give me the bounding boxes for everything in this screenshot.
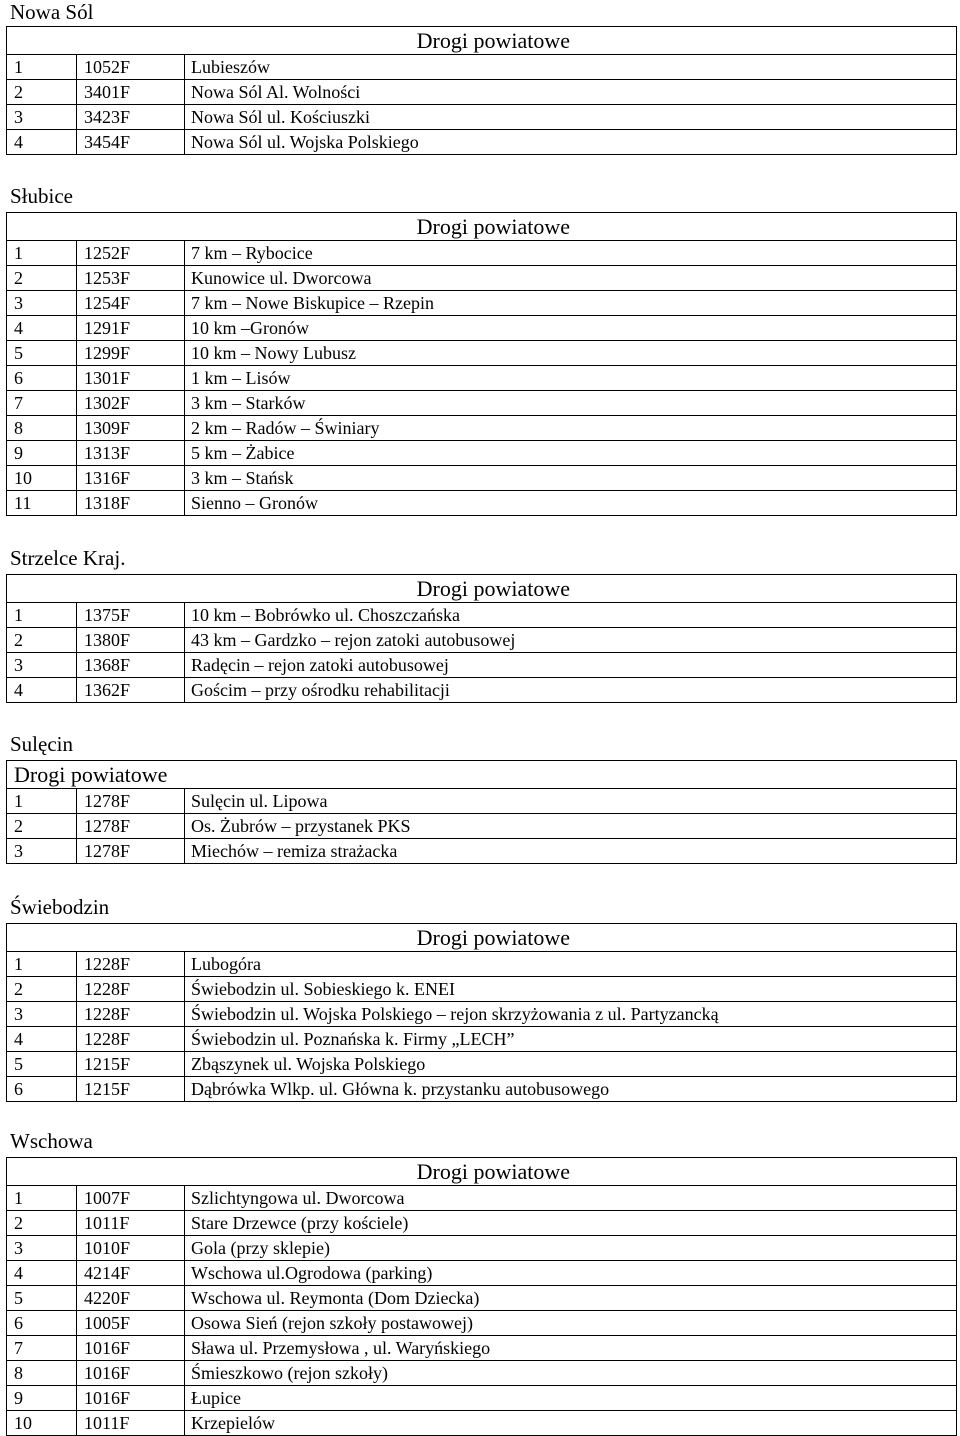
location: Gościm – przy ośrodku rehabilitacji: [185, 678, 957, 703]
roads-table: [6, 26, 957, 155]
row-number: 1: [7, 952, 77, 977]
location: Zbąszynek ul. Wojska Polskiego: [185, 1052, 957, 1077]
table-row: [7, 1286, 957, 1311]
row-number: 3: [7, 653, 77, 678]
section-title: Sulęcin: [10, 732, 73, 756]
table-header: Drogi powiatowe: [7, 761, 957, 789]
row-number: 5: [7, 341, 77, 366]
table-row: [7, 789, 957, 814]
table-row: [7, 316, 957, 341]
row-number: 5: [7, 1052, 77, 1077]
location: Świebodzin ul. Wojska Polskiego – rejon skrzyżowania z ul. Partyzancką: [185, 1002, 957, 1027]
table-row: [7, 1336, 957, 1361]
table-row: [7, 1052, 957, 1077]
road-id: 1215F: [77, 1077, 185, 1102]
location: Wschowa ul. Reymonta (Dom Dziecka): [185, 1286, 957, 1311]
row-number: 6: [7, 1311, 77, 1336]
table-row: [7, 1077, 957, 1102]
location: 3 km – Stańsk: [185, 466, 957, 491]
location: Sienno – Gronów: [185, 491, 957, 516]
section-title: Wschowa: [10, 1129, 93, 1153]
table-row: [7, 1027, 957, 1052]
row-number: 3: [7, 105, 77, 130]
row-number: 4: [7, 1027, 77, 1052]
table-header-row: [7, 1158, 957, 1186]
row-number: 7: [7, 391, 77, 416]
location: Sulęcin ul. Lipowa: [185, 789, 957, 814]
location: Dąbrówka Wlkp. ul. Główna k. przystanku autobusowego: [185, 1077, 957, 1102]
row-number: 4: [7, 316, 77, 341]
road-id: 1010F: [77, 1236, 185, 1261]
table-row: [7, 491, 957, 516]
road-id: 1309F: [77, 416, 185, 441]
road-id: 1278F: [77, 814, 185, 839]
table-row: [7, 366, 957, 391]
section-title: Świebodzin: [10, 895, 110, 919]
row-number: 10: [7, 1411, 77, 1436]
row-number: 11: [7, 491, 77, 516]
table-row: [7, 653, 957, 678]
location: Śmieszkowo (rejon szkoły): [185, 1361, 957, 1386]
road-id: 1254F: [77, 291, 185, 316]
location: Kunowice ul. Dworcowa: [185, 266, 957, 291]
location: Miechów – remiza strażacka: [185, 839, 957, 864]
road-id: 1228F: [77, 952, 185, 977]
road-id: 1016F: [77, 1336, 185, 1361]
table-row: [7, 1236, 957, 1261]
road-id: 1368F: [77, 653, 185, 678]
location: Stare Drzewce (przy kościele): [185, 1211, 957, 1236]
roads-table: [6, 574, 957, 703]
table-header-row: [7, 27, 957, 55]
road-id: 1215F: [77, 1052, 185, 1077]
row-number: 4: [7, 130, 77, 155]
row-number: 2: [7, 814, 77, 839]
table-row: [7, 1411, 957, 1436]
row-number: 6: [7, 366, 77, 391]
table-row: [7, 1311, 957, 1336]
row-number: 9: [7, 441, 77, 466]
road-id: 1011F: [77, 1211, 185, 1236]
table-row: [7, 1002, 957, 1027]
section-title: Strzelce Kraj.: [10, 546, 126, 570]
road-id: 1228F: [77, 1002, 185, 1027]
section-title: Nowa Sól: [10, 0, 94, 24]
table-row: [7, 55, 957, 80]
row-number: 6: [7, 1077, 77, 1102]
location: Nowa Sól ul. Wojska Polskiego: [185, 130, 957, 155]
road-id: 4214F: [77, 1261, 185, 1286]
table-row: [7, 266, 957, 291]
table-row: [7, 291, 957, 316]
row-number: 2: [7, 977, 77, 1002]
road-id: 1316F: [77, 466, 185, 491]
table-row: [7, 977, 957, 1002]
row-number: 3: [7, 1236, 77, 1261]
location: Os. Żubrów – przystanek PKS: [185, 814, 957, 839]
road-id: 1228F: [77, 977, 185, 1002]
road-id: 1313F: [77, 441, 185, 466]
row-number: 7: [7, 1336, 77, 1361]
row-number: 3: [7, 839, 77, 864]
row-number: 2: [7, 266, 77, 291]
row-number: 8: [7, 1361, 77, 1386]
table-row: [7, 466, 957, 491]
road-id: 1228F: [77, 1027, 185, 1052]
table-row: [7, 1261, 957, 1286]
roads-table: [6, 923, 957, 1102]
location: Łupice: [185, 1386, 957, 1411]
table-row: [7, 341, 957, 366]
table-row: [7, 391, 957, 416]
road-id: 3401F: [77, 80, 185, 105]
table-row: [7, 952, 957, 977]
road-id: 1278F: [77, 839, 185, 864]
location: Osowa Sień (rejon szkoły postawowej): [185, 1311, 957, 1336]
location: Sława ul. Przemysłowa , ul. Waryńskiego: [185, 1336, 957, 1361]
table-row: [7, 1386, 957, 1411]
road-id: 1278F: [77, 789, 185, 814]
location: Świebodzin ul. Sobieskiego k. ENEI: [185, 977, 957, 1002]
table-header-row: [7, 575, 957, 603]
row-number: 1: [7, 1186, 77, 1211]
location: Świebodzin ul. Poznańska k. Firmy „LECH”: [185, 1027, 957, 1052]
location: 5 km – Żabice: [185, 441, 957, 466]
table-row: [7, 416, 957, 441]
table-row: [7, 241, 957, 266]
table-header: Drogi powiatowe: [7, 27, 957, 55]
table-header-row: [7, 761, 957, 789]
roads-table: [6, 760, 957, 864]
road-id: 1005F: [77, 1311, 185, 1336]
location: 10 km –Gronów: [185, 316, 957, 341]
row-number: 4: [7, 678, 77, 703]
roads-table: [6, 1157, 957, 1436]
row-number: 2: [7, 1211, 77, 1236]
table-row: [7, 105, 957, 130]
road-id: 1252F: [77, 241, 185, 266]
road-id: 1007F: [77, 1186, 185, 1211]
location: Lubogóra: [185, 952, 957, 977]
road-id: 1302F: [77, 391, 185, 416]
table-row: [7, 839, 957, 864]
row-number: 1: [7, 241, 77, 266]
table-header: Drogi powiatowe: [7, 213, 957, 241]
table-header-row: [7, 924, 957, 952]
row-number: 8: [7, 416, 77, 441]
location: Radęcin – rejon zatoki autobusowej: [185, 653, 957, 678]
table-row: [7, 814, 957, 839]
row-number: 10: [7, 466, 77, 491]
location: Lubieszów: [185, 55, 957, 80]
table-header: Drogi powiatowe: [7, 924, 957, 952]
row-number: 3: [7, 1002, 77, 1027]
location: Gola (przy sklepie): [185, 1236, 957, 1261]
table-row: [7, 441, 957, 466]
location: Nowa Sól Al. Wolności: [185, 80, 957, 105]
road-id: 1380F: [77, 628, 185, 653]
row-number: 1: [7, 55, 77, 80]
location: 43 km – Gardzko – rejon zatoki autobusowej: [185, 628, 957, 653]
section-title: Słubice: [10, 184, 73, 208]
location: 7 km – Rybocice: [185, 241, 957, 266]
location: 1 km – Lisów: [185, 366, 957, 391]
location: 10 km – Bobrówko ul. Choszczańska: [185, 603, 957, 628]
table-row: [7, 80, 957, 105]
location: 10 km – Nowy Lubusz: [185, 341, 957, 366]
table-row: [7, 603, 957, 628]
road-id: 1318F: [77, 491, 185, 516]
row-number: 1: [7, 603, 77, 628]
table-row: [7, 130, 957, 155]
location: Krzepielów: [185, 1411, 957, 1436]
row-number: 1: [7, 789, 77, 814]
table-row: [7, 1361, 957, 1386]
row-number: 3: [7, 291, 77, 316]
road-id: 1253F: [77, 266, 185, 291]
location: Szlichtyngowa ul. Dworcowa: [185, 1186, 957, 1211]
road-id: 4220F: [77, 1286, 185, 1311]
table-header: Drogi powiatowe: [7, 1158, 957, 1186]
location: 7 km – Nowe Biskupice – Rzepin: [185, 291, 957, 316]
row-number: 2: [7, 628, 77, 653]
table-row: [7, 1186, 957, 1211]
road-id: 1291F: [77, 316, 185, 341]
road-id: 3423F: [77, 105, 185, 130]
road-id: 1011F: [77, 1411, 185, 1436]
road-id: 1301F: [77, 366, 185, 391]
location: 3 km – Starków: [185, 391, 957, 416]
road-id: 1375F: [77, 603, 185, 628]
road-id: 1052F: [77, 55, 185, 80]
table-header: Drogi powiatowe: [7, 575, 957, 603]
table-header-row: [7, 213, 957, 241]
road-id: 1016F: [77, 1361, 185, 1386]
row-number: 2: [7, 80, 77, 105]
roads-table: [6, 212, 957, 516]
location: 2 km – Radów – Świniary: [185, 416, 957, 441]
row-number: 5: [7, 1286, 77, 1311]
road-id: 1299F: [77, 341, 185, 366]
location: Wschowa ul.Ogrodowa (parking): [185, 1261, 957, 1286]
table-row: [7, 678, 957, 703]
road-id: 3454F: [77, 130, 185, 155]
road-id: 1362F: [77, 678, 185, 703]
table-row: [7, 1211, 957, 1236]
location: Nowa Sól ul. Kościuszki: [185, 105, 957, 130]
table-row: [7, 628, 957, 653]
row-number: 4: [7, 1261, 77, 1286]
row-number: 9: [7, 1386, 77, 1411]
road-id: 1016F: [77, 1386, 185, 1411]
